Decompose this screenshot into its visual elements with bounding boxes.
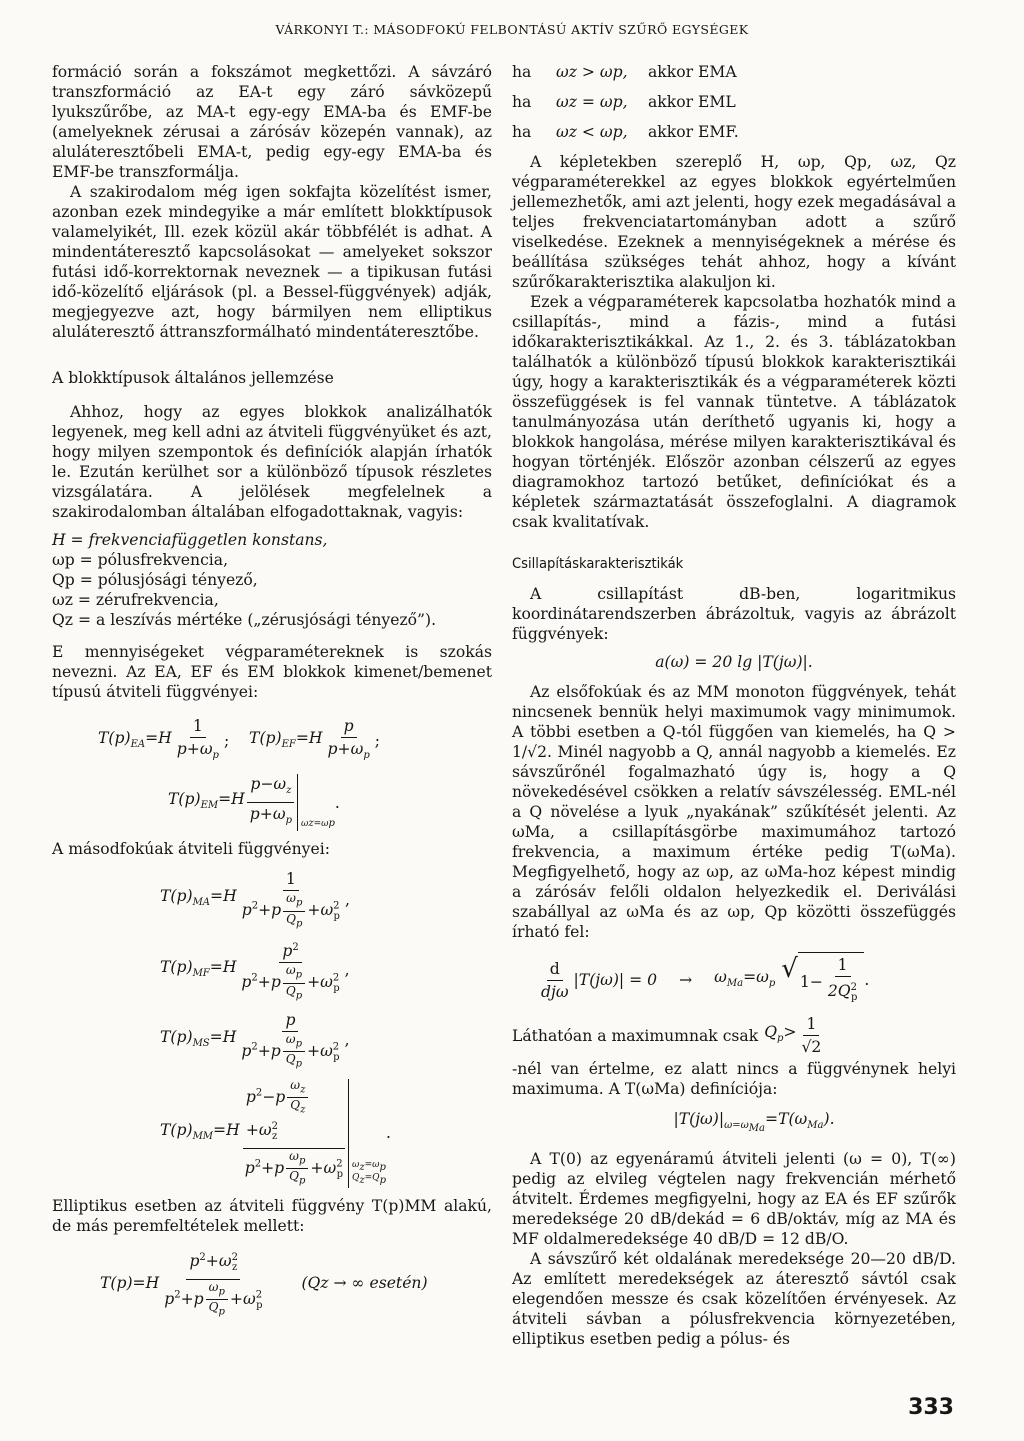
equation-ma: $T(p)_{MA}=H$ 1 $p^2+p$ $\frac{\omega_p}{Q_p}$ $+\omega^2_p$ , — [160, 870, 350, 930]
case-table — [512, 62, 956, 142]
definition-item: ωp = pólusfrekvencia, — [52, 551, 229, 569]
paragraph: formáció során a fokszámot megkettőzi. A sávzáró transzformáció az EA-t egy záró sávközepű lyukszűrőbe, az MA-t egy-egy EMA-ba és EMF-be (amelyeknek zérusai a zárósáv közepén vannak), az aluláteresztőbeli EMA-t, pedig egy-egy EMA-ba és EMF-be transzformálja. — [52, 63, 492, 181]
equation-tmax: $|T(j\omega)|_{\omega=\omega_{Ma}}=T(\omega_{Ma})$. — [673, 1110, 835, 1135]
paragraph: Elliptikus esetben az átviteli függvény T(p)MM alakú, de más peremfeltételek mellett: — [52, 1196, 492, 1235]
paragraph: Az elsőfokúak és az MM monoton függvények, tehát nincsenek bennük helyi maximumok vagy minimumok. A többi esetben a Q-tól függően van kiemelés, ha Q > 1/√2. Minél nagyobb a Q, annál nagyobb a kiemelés. Ez sávszűrőnél fogalmazható úgy is, hogy a Q növekedésével csökken a relatív sávszélesség. EML-nél a Q növelése a lyuk „nyakának” szűkítését jelenti. Az ωMa, a csillapításgörbe maximumához tartozó frekvencia, a maximum értéke pedig T(ωMa). Megfigyelhető, hogy az ωp, az ωMa-hoz képest mindig a zárósáv felőli oldalon helyezkedik el. Deriválási szabállyal az ωMa és az ωp, Qp közötti összefüggés írható fel: — [512, 683, 956, 941]
paragraph: A szakirodalom még igen sokfajta közelítést ismer, azonban ezek mindegyike a már említett blokktípusok valamelyikét, Ill. ezek közül akár többfélét is adhat. A mindentáteresztő kapcsolásokat — amelyeket sokszor futási idő-korrektornak neveznek — a tipikusan futási idő-közelítő eljárások (pl. a Bessel-függvények) adják, megjegyezve azt, hogy bármilyen nem elliptikus aluláteresztő áttranszformálható mindentáteresztőbe. — [52, 183, 492, 341]
paragraph-fragment: Láthatóan a maximumnak csak — [512, 1026, 759, 1045]
condition-text: (Qz → ∞ esetén) — [301, 1274, 428, 1293]
definition-item: H = frekvenciafüggetlen konstans, — [52, 531, 328, 549]
definition-item: ωz = zérufrekvencia, — [52, 591, 219, 609]
case-result: akkor EMF. — [648, 123, 739, 141]
paragraph: Ezek a végparaméterek kapcsolatba hozhatók mind a csillapítás-, mind a fázis-, mind a futási időkarakterisztikákkal. Az 1., 2. és 3. táblázatokban találhatók a különböző típusú blokkok karakterisztikái úgy, hogy a karakterisztikák és a végparaméterek közti összefüggések is fel vannak tüntetve. A táblázatok tanulmányozása után deríthető ugyanis ki, hogy a blokkok hangolása, mérése milyen karakterisztikával és hogyan történjék. Először azonban célszerű az egyes diagramokhoz tartozó betűket, definíciókat és a képletek származtatását összefoglalni. A diagramok csak kvalitatívak. — [512, 293, 956, 531]
section-heading: A blokktípusok általános jellemzése — [52, 369, 334, 387]
equation-ms: $T(p)_{MS}=H$ p $p^2+p$ $\frac{\omega_p}{Q_p}$ $+\omega^2_p$ , — [160, 1011, 350, 1070]
case-ha: ha — [512, 63, 532, 81]
case-ha: ha — [512, 93, 532, 111]
equation-derivative: $\frac{d}{\text{djω}}$ |T(jω)| = 0 → $\omega_{Ma}=\omega_p$ √ 1− $\frac{1}{2Q^2_p}$ . — [536, 952, 956, 1008]
paragraph: E mennyiségeket végparamétereknek is szokás nevezni. Az EA, EF és EM blokkok kimenet/bemenet típusú átviteli függvényei: — [52, 643, 492, 701]
equation-elliptic: T(p)=H $p^2+\omega^2_z$ $p^2+p$ $\frac{\omega_p}{Q_p}$ $+\omega^2_p$ (Qz → ∞ esetén) — [100, 1248, 492, 1319]
paragraph: -nél van értelme, ez alatt nincs a függvénynek helyi maximuma. A T(ωMa) definíciója: — [512, 1060, 956, 1099]
paragraph-condition: Láthatóan a maximumnak csak $Q_p>$ $\frac{1}{√2}$ — [512, 1015, 822, 1057]
paragraph: Ahhoz, hogy az egyes blokkok analizálhatók legyenek, meg kell adni az átviteli függvényüket és azt, hogy milyen szempontok és definíciók alapján írhatók le. Ezután kerülhet sor a különböző típusok részletes vizsgálatára. A jelölések megfelelnek a szakirodalomban általában elfogadottaknak, vagyis: — [52, 403, 492, 521]
right-column — [512, 62, 956, 1349]
equation-em: $T(p)_{EM}=H$ $\frac{p-\omega_z}{p+\omega_p}$ ω z =ω p . — [168, 775, 340, 830]
case-result: akkor EMA — [648, 63, 737, 81]
definition-item: Qp = pólusjósági tényező, — [52, 571, 258, 589]
left-column — [52, 62, 492, 1319]
case-result: akkor EML — [648, 93, 736, 111]
section-heading: Csillapításkarakterisztikák — [512, 555, 684, 572]
definition-item: Qz = a leszívás mértéke („zérusjósági tényező”). — [52, 611, 437, 629]
paragraph: A csillapítást dB-ben, logaritmikus koordinátarendszerben ábrázoltuk, vagyis az ábrázolt függvények: — [512, 585, 956, 643]
paragraph: A másodfokúak átviteli függvényei: — [52, 840, 330, 859]
equation-attenuation: a(ω) = 20 lg |T(jω)|. — [655, 653, 813, 671]
paragraph: A sávszűrő két oldalának meredeksége 20—20 dB/D. Az említett meredekségek az áteresztő sávtól csak elegendően messze és csak közelítően érvényesek. Az átviteli sávban a pólusfrekvencia környezetében, elliptikus esetben pedig a pólus- és — [512, 1250, 956, 1349]
case-condition: ωz > ωp, — [556, 63, 628, 81]
equation-ea-ef: $T(p)_{EA}=H$ $\frac{1}{p+\omega_p}$ ; $T(p)_{EF}=H$ $\frac{p}{p+\omega_p}$ ; — [98, 717, 380, 762]
definition-list — [52, 530, 492, 630]
paragraph: A T(0) az egyenáramú átviteli jelenti (ω = 0), T(∞) pedig az elvileg végtelen nagy frekvencián mérhető átvitelt. Érdemes megfigyelni, hogy az EA és EF szűrők meredeksége 20 dB/dekád = 6 dB/oktáv, míg az MA és MF oldalmeredeksége 40 dB/D = 12 dB/O. — [512, 1150, 956, 1249]
case-ha: ha — [512, 123, 532, 141]
case-condition: ωz = ωp, — [556, 93, 628, 111]
paragraph: A képletekben szereplő H, ωp, Qp, ωz, Qz végparaméterekkel az egyes blokkok egyértelműen jellemezhetők, ami azt jelenti, hogy ezek megadásával a teljes frekvenciatartományban adott a szűrő viselkedése. Ezeknek a mennyiségeknek a mérése és beállítása szükséges tehát ahhoz, hogy a kívánt szűrőkarakterisztika alakuljon ki. — [512, 153, 956, 291]
case-condition: ωz < ωp, — [556, 123, 628, 141]
running-header: VÁRKONYI T.: MÁSODFOKÚ FELBONTÁSÚ AKTÍV SZŰRŐ EGYSÉGEK — [275, 22, 749, 37]
equation-mf: $T(p)_{MF}=H$ $p^2$ $p^2+p$ $\frac{\omega_p}{Q_p}$ $+\omega^2_p$ , — [160, 938, 492, 1002]
page-number: 333 — [908, 1395, 954, 1420]
equation-mm: $T(p)_{MM}=H$ $p^2-p$ $\frac{\omega_z}{Q_z}$ $+\omega^2_z$ $p^2+p$ $\frac{\omega_p}{Q_p}$ $+\omega^2_p$ $\omega_z=\omega_p$ $Q_z=Q_p$ . — [160, 1077, 391, 1187]
